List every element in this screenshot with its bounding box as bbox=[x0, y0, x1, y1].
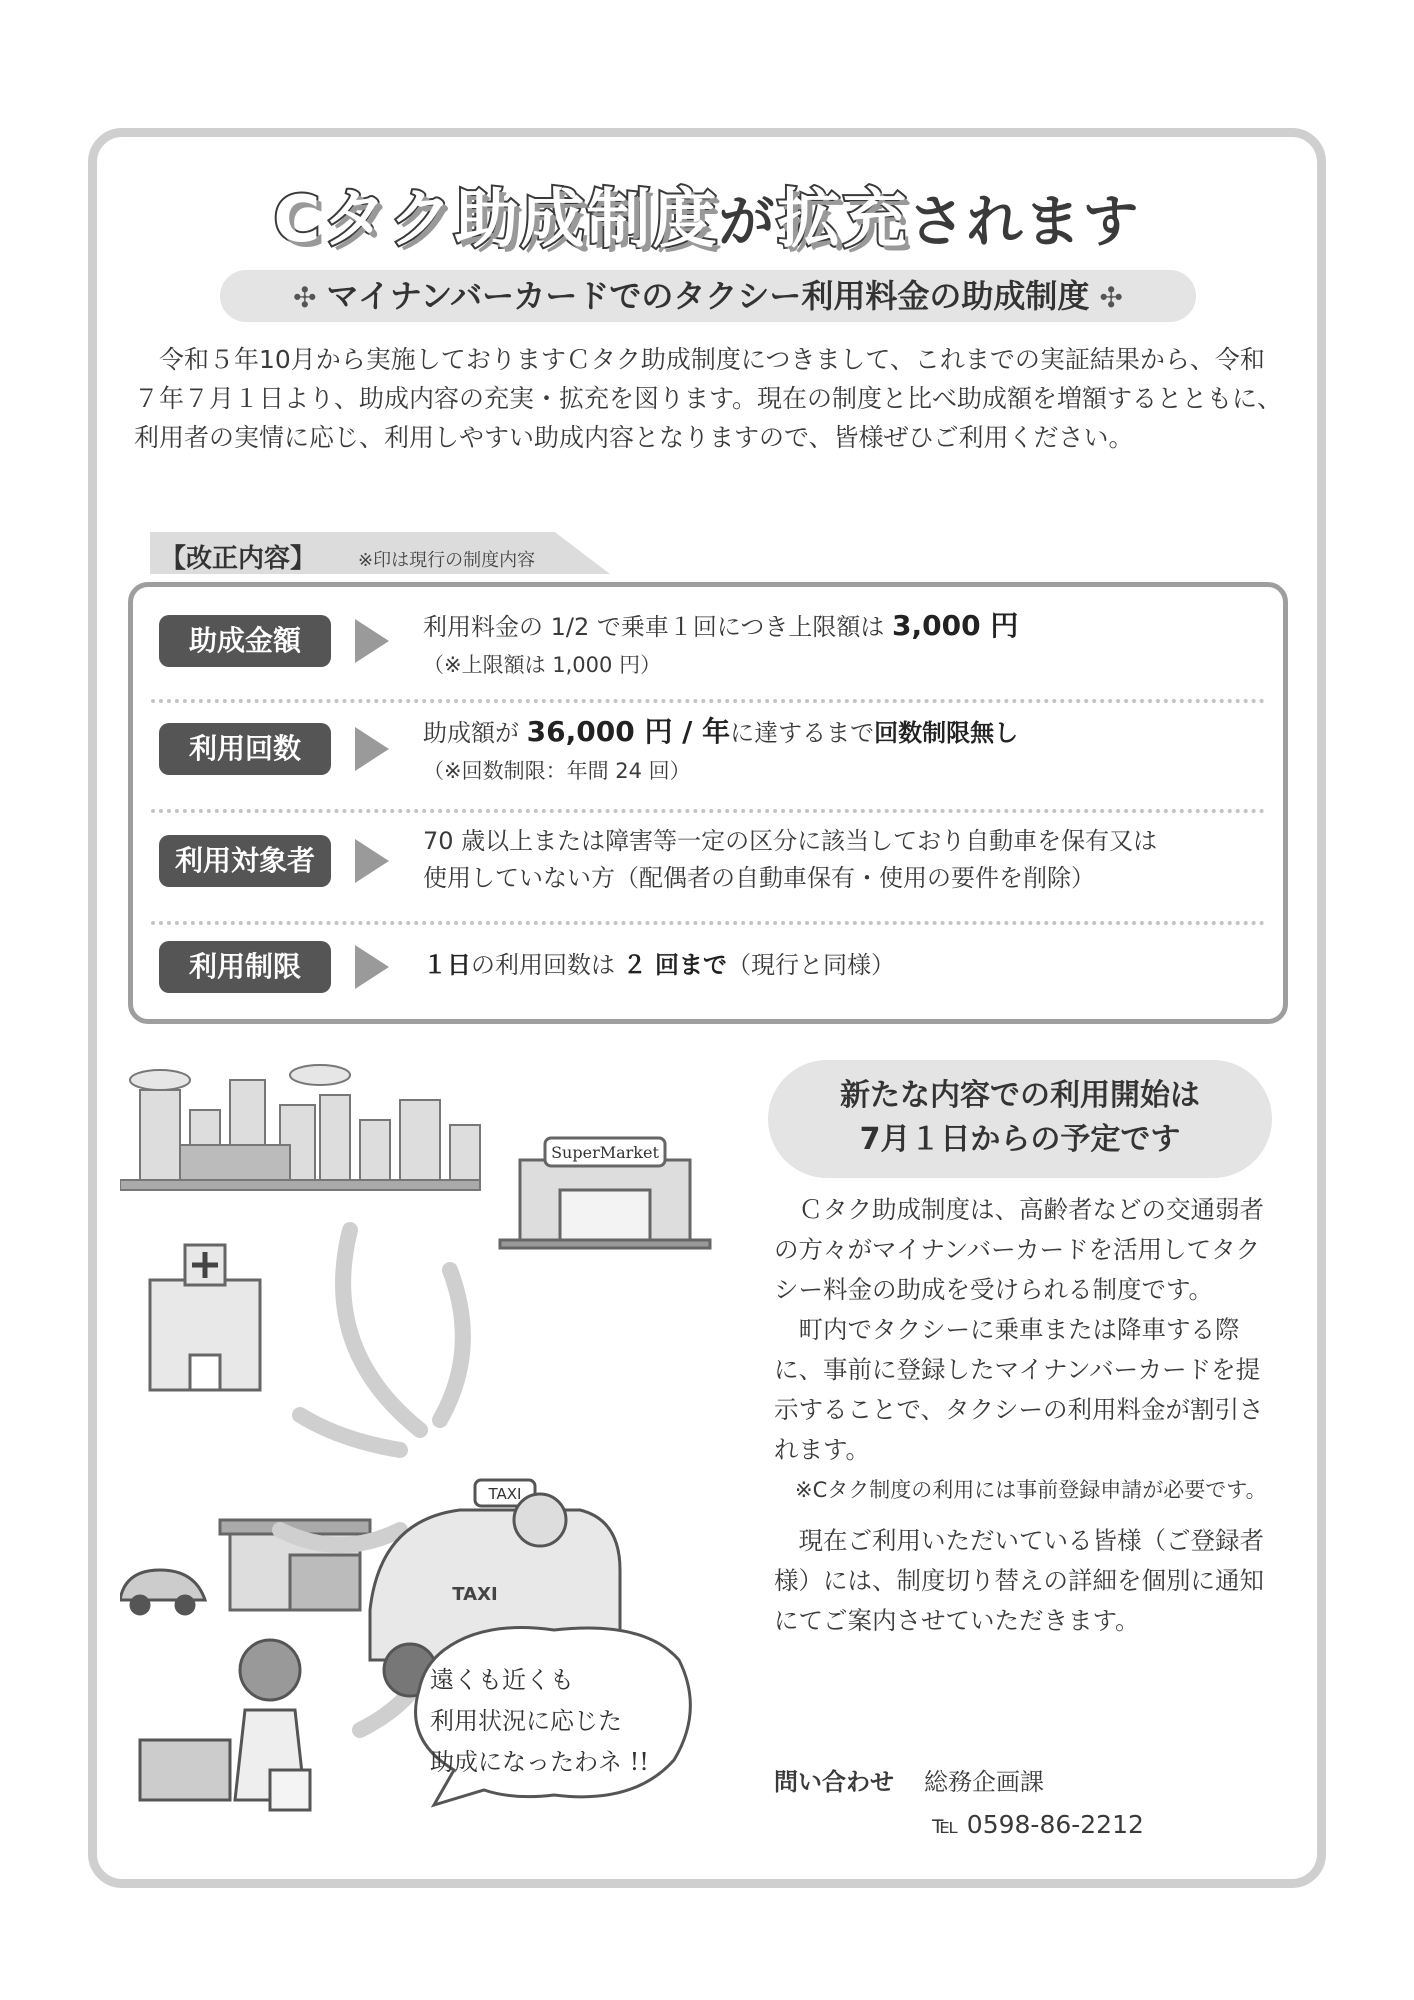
title-part2: が bbox=[718, 190, 777, 255]
kaisei-note: ※印は現行の制度内容 bbox=[358, 550, 536, 571]
bubble-text bbox=[430, 1660, 649, 1783]
arrow-right-icon bbox=[355, 727, 389, 771]
row-text-bold: 36,000 円 / 年 bbox=[526, 715, 731, 748]
row-divider bbox=[151, 699, 1265, 703]
row-badge: 利用回数 bbox=[159, 723, 331, 775]
bubble-line2: 利用状況に応じた bbox=[430, 1707, 622, 1735]
subtitle-text: マイナンバーカードでのタクシー利用料金の助成制度 bbox=[326, 277, 1090, 315]
callout-line1: 新たな内容での利用開始は bbox=[840, 1078, 1200, 1113]
row-text bbox=[423, 947, 895, 984]
row-text-bold2: 回数制限無し bbox=[874, 719, 1019, 747]
row-text-line2: 使用していない方（配偶者の自動車保有・使用の要件を削除） bbox=[423, 864, 1095, 892]
row-subtext: （※回数制限：年間 24 回） bbox=[423, 759, 691, 783]
flower-icon: ✣ bbox=[293, 281, 317, 314]
arrow-right-icon bbox=[355, 619, 389, 663]
hospital bbox=[150, 1245, 260, 1390]
small-car bbox=[120, 1570, 205, 1614]
title-part4: されます bbox=[908, 190, 1141, 255]
row-text-mid: の利用回数は bbox=[471, 951, 623, 979]
row-divider bbox=[151, 809, 1265, 813]
kaisei-label: 【改正内容】 bbox=[160, 544, 317, 574]
bubble-line3: 助成になったわネ !! bbox=[430, 1748, 649, 1776]
woman-shopper bbox=[140, 1640, 310, 1810]
contact-info bbox=[774, 1762, 1044, 1797]
table-row bbox=[133, 717, 1283, 807]
callout-line2: 7月１日からの予定です bbox=[859, 1122, 1181, 1157]
contact-label: 問い合わせ bbox=[774, 1768, 894, 1796]
row-text-bold2: ２ 回まで bbox=[622, 951, 727, 979]
row-text-bold: １日 bbox=[423, 951, 471, 979]
page-title bbox=[0, 168, 1414, 260]
description-body bbox=[774, 1190, 1274, 1641]
row-text-line1: 70 歳以上または障害等一定の区分に該当しており自動車を保有又は bbox=[423, 827, 1158, 855]
arrow-right-icon bbox=[355, 945, 389, 989]
flower-icon: ✣ bbox=[1099, 281, 1123, 314]
body-paragraph: 現在ご利用いただいている皆様（ご登録者様）には、制度切り替えの詳細を個別に通知にてご案内させていただきます。 bbox=[774, 1526, 1264, 1635]
table-row bbox=[133, 829, 1283, 919]
table-row bbox=[133, 941, 1283, 1011]
bubble-line1: 遠くも近くも bbox=[430, 1666, 574, 1694]
row-text-post: に達するまで bbox=[730, 719, 875, 747]
row-text bbox=[423, 607, 1018, 684]
row-text bbox=[423, 713, 1018, 790]
row-text-bold: 3,000 円 bbox=[892, 609, 1019, 642]
body-paragraph: Ｃタク助成制度は、高齢者などの交通弱者の方々がマイナンバーカードを活用してタクシー料金の助成を受けられる制度です。 bbox=[774, 1195, 1264, 1304]
arrow-right-icon bbox=[355, 839, 389, 883]
subtitle-banner bbox=[220, 270, 1196, 322]
row-text-pre: 利用料金の 1/2 で乗車１回につき上限額は bbox=[423, 613, 893, 641]
body-paragraph: 町内でタクシーに乗車または降車する際に、事前に登録したマイナンバーカードを提示することで、タクシーの利用料金が割引されます。 bbox=[774, 1315, 1264, 1464]
title-part3: 拡充 bbox=[776, 183, 909, 257]
start-date-callout bbox=[768, 1060, 1272, 1178]
row-divider bbox=[151, 921, 1265, 925]
row-text-post: （現行と同様） bbox=[727, 951, 895, 979]
registration-note: ※Cタク制度の利用には事前登録申請が必要です。 bbox=[795, 1478, 1267, 1502]
contact-department: 総務企画課 bbox=[924, 1768, 1044, 1796]
city-scene bbox=[120, 1065, 480, 1190]
revision-table bbox=[128, 582, 1288, 1024]
intro-paragraph: 令和５年10月から実施しておりますＣタク助成制度につきまして、これまでの実証結果から、令和７年７月１日より、助成内容の充実・拡充を図ります。現在の制度と比べ助成額を増額するとともに、利用者の実情に応じ、利用しやすい助成内容となりますので、皆様ぜひご利用ください。 bbox=[134, 345, 1283, 452]
row-subtext: （※上限額は 1,000 円） bbox=[423, 653, 662, 677]
row-badge: 助成金額 bbox=[159, 615, 331, 667]
row-badge: 利用対象者 bbox=[159, 835, 331, 887]
taxi-roof-sign: TAXI bbox=[488, 1485, 522, 1503]
row-badge: 利用制限 bbox=[159, 941, 331, 993]
taxi-door-label: TAXI bbox=[452, 1584, 498, 1605]
row-text-pre: 助成額が bbox=[423, 719, 527, 747]
row-text bbox=[423, 823, 1157, 897]
table-row bbox=[133, 607, 1283, 697]
contact-phone: ℡ 0598-86-2212 bbox=[932, 1810, 1144, 1839]
supermarket-sign: SuperMarket bbox=[551, 1143, 659, 1162]
title-part1: Cタク助成制度 bbox=[273, 183, 719, 257]
